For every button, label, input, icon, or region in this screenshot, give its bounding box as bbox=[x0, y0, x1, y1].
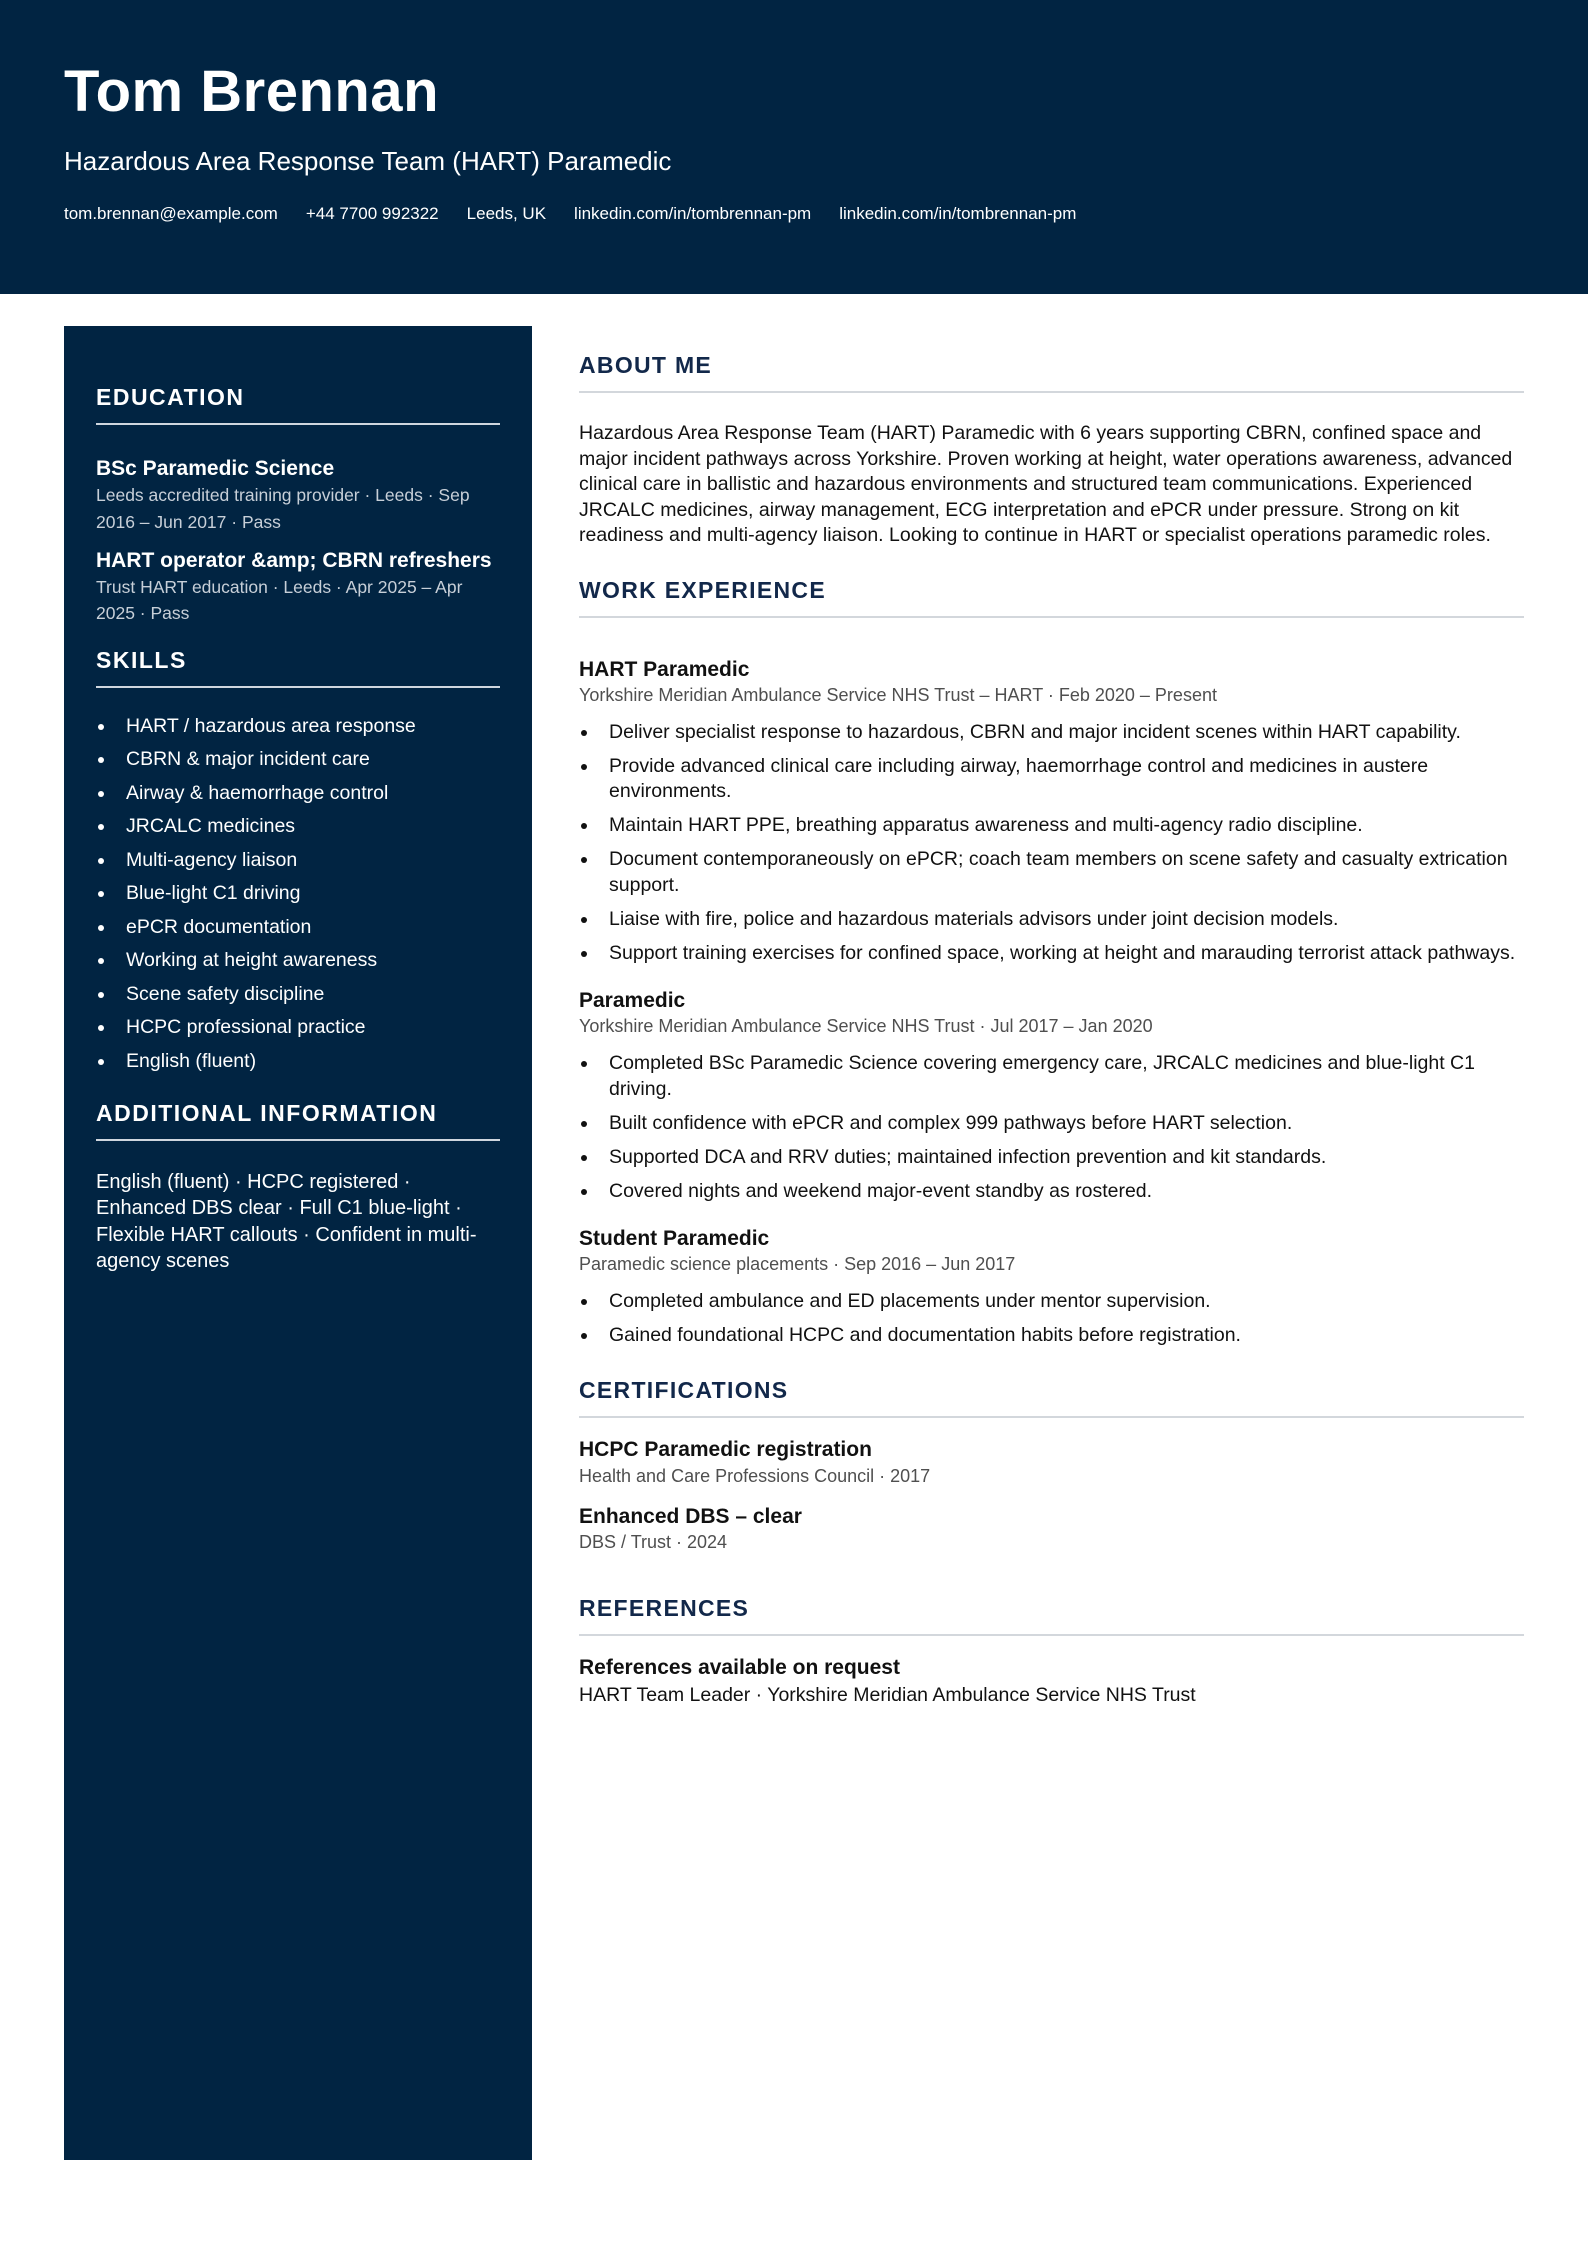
job-bullet: Liaise with fire, police and hazardous materials advisors under joint decision models. bbox=[579, 907, 1524, 933]
contact-linkedin[interactable]: linkedin.com/in/tombrennan-pm bbox=[574, 204, 812, 223]
skill-item: CBRN & major incident care bbox=[96, 743, 500, 777]
education-heading: EDUCATION bbox=[96, 384, 500, 425]
skill-item: HART / hazardous area response bbox=[96, 710, 500, 744]
job-entry bbox=[579, 1225, 1524, 1349]
skill-item: JRCALC medicines bbox=[96, 810, 500, 844]
job-bullets bbox=[579, 1289, 1524, 1349]
work-experience-heading: WORK EXPERIENCE bbox=[579, 577, 1524, 618]
job-meta: Yorkshire Meridian Ambulance Service NHS Trust · Jul 2017 – Jan 2020 bbox=[579, 1016, 1153, 1037]
skill-item: English (fluent) bbox=[96, 1045, 500, 1079]
education-degree: HART operator &amp; CBRN refreshers bbox=[96, 548, 492, 572]
job-entry bbox=[579, 987, 1524, 1204]
job-bullet: Support training exercises for confined space, working at height and marauding terrorist attack pathways. bbox=[579, 941, 1524, 967]
skill-item: Airway & haemorrhage control bbox=[96, 777, 500, 811]
cert-entry bbox=[579, 1436, 1524, 1488]
job-bullets bbox=[579, 720, 1524, 967]
job-title: Paramedic bbox=[579, 988, 686, 1012]
main-content bbox=[579, 326, 1524, 1709]
education-entry bbox=[96, 547, 500, 627]
about-heading: ABOUT ME bbox=[579, 352, 1524, 393]
skills-list bbox=[96, 710, 500, 1079]
skill-item: HCPC professional practice bbox=[96, 1011, 500, 1045]
references-heading: REFERENCES bbox=[579, 1595, 1524, 1636]
job-bullet: Deliver specialist response to hazardous, CBRN and major incident scenes within HART capability. bbox=[579, 720, 1524, 746]
job-entry bbox=[579, 656, 1524, 967]
education-degree: BSc Paramedic Science bbox=[96, 457, 335, 480]
skill-item: Scene safety discipline bbox=[96, 978, 500, 1012]
job-meta: Paramedic science placements · Sep 2016 – Jun 2017 bbox=[579, 1254, 1016, 1275]
job-meta: Yorkshire Meridian Ambulance Service NHS Trust – HART · Feb 2020 – Present bbox=[579, 684, 1217, 705]
job-bullet: Gained foundational HCPC and documentation habits before registration. bbox=[579, 1323, 1524, 1349]
cert-entry bbox=[579, 1503, 1524, 1555]
about-text: Hazardous Area Response Team (HART) Paramedic with 6 years supporting CBRN, confined space and major incident pathways across Yorkshire. Proven working at height, water operations awareness, advanced clinical care in ballistic and hazardous environments and structured team communications. Experienced JRCALC medicines, airway management, ECG interpretation and ePCR under pressure. Strong on kit readiness and multi-agency liaison. Looking to continue in HART or specialist operations paramedic roles. bbox=[579, 422, 1513, 546]
cert-name: Enhanced DBS – clear bbox=[579, 1504, 802, 1528]
skills-heading: SKILLS bbox=[96, 647, 500, 688]
job-bullet: Covered nights and weekend major-event standby as rostered. bbox=[579, 1179, 1524, 1205]
skill-item: ePCR documentation bbox=[96, 911, 500, 945]
resume-header bbox=[0, 0, 1588, 294]
contact-location: Leeds, UK bbox=[466, 204, 547, 223]
contact-linkedin-secondary[interactable]: linkedin.com/in/tombrennan-pm bbox=[839, 204, 1077, 223]
cert-meta: Health and Care Professions Council · 2017 bbox=[579, 1465, 931, 1486]
job-bullet: Built confidence with ePCR and complex 999 pathways before HART selection. bbox=[579, 1111, 1524, 1137]
skill-item: Working at height awareness bbox=[96, 944, 500, 978]
cert-meta: DBS / Trust · 2024 bbox=[579, 1532, 728, 1553]
contact-phone[interactable]: +44 7700 992322 bbox=[305, 204, 439, 223]
references-detail: HART Team Leader · Yorkshire Meridian Ambulance Service NHS Trust bbox=[579, 1683, 1196, 1706]
job-title-headline: Hazardous Area Response Team (HART) Paramedic bbox=[64, 146, 672, 176]
job-bullet: Document contemporaneously on ePCR; coach team members on scene safety and casualty extrication support. bbox=[579, 847, 1524, 898]
education-entry bbox=[96, 455, 500, 535]
education-meta: Leeds accredited training provider · Leeds · Sep 2016 – Jun 2017 · Pass bbox=[96, 485, 470, 532]
references-title: References available on request bbox=[579, 1656, 900, 1680]
sidebar bbox=[64, 326, 532, 2160]
job-bullet: Completed BSc Paramedic Science covering emergency care, JRCALC medicines and blue-light C1 driving. bbox=[579, 1051, 1524, 1102]
job-bullet: Supported DCA and RRV duties; maintained infection prevention and kit standards. bbox=[579, 1145, 1524, 1171]
candidate-name: Tom Brennan bbox=[64, 59, 439, 124]
skill-item: Multi-agency liaison bbox=[96, 844, 500, 878]
certifications-heading: CERTIFICATIONS bbox=[579, 1377, 1524, 1418]
contact-bar bbox=[64, 204, 1076, 224]
additional-info-heading: ADDITIONAL INFORMATION bbox=[96, 1100, 500, 1141]
job-title: Student Paramedic bbox=[579, 1226, 770, 1250]
additional-info-text: English (fluent) · HCPC registered · Enhanced DBS clear · Full C1 blue-light · Flexible HART callouts · Confident in multi-agency scenes bbox=[96, 1171, 477, 1273]
job-bullet: Maintain HART PPE, breathing apparatus awareness and multi-agency radio discipline. bbox=[579, 813, 1524, 839]
contact-email[interactable]: tom.brennan@example.com bbox=[64, 204, 278, 223]
skill-item: Blue-light C1 driving bbox=[96, 877, 500, 911]
job-title: HART Paramedic bbox=[579, 657, 750, 681]
job-bullet: Completed ambulance and ED placements under mentor supervision. bbox=[579, 1289, 1524, 1315]
job-bullet: Provide advanced clinical care including airway, haemorrhage control and medicines in austere environments. bbox=[579, 754, 1524, 805]
education-meta: Trust HART education · Leeds · Apr 2025 – Apr 2025 · Pass bbox=[96, 577, 463, 624]
job-bullets bbox=[579, 1051, 1524, 1204]
cert-name: HCPC Paramedic registration bbox=[579, 1438, 872, 1462]
